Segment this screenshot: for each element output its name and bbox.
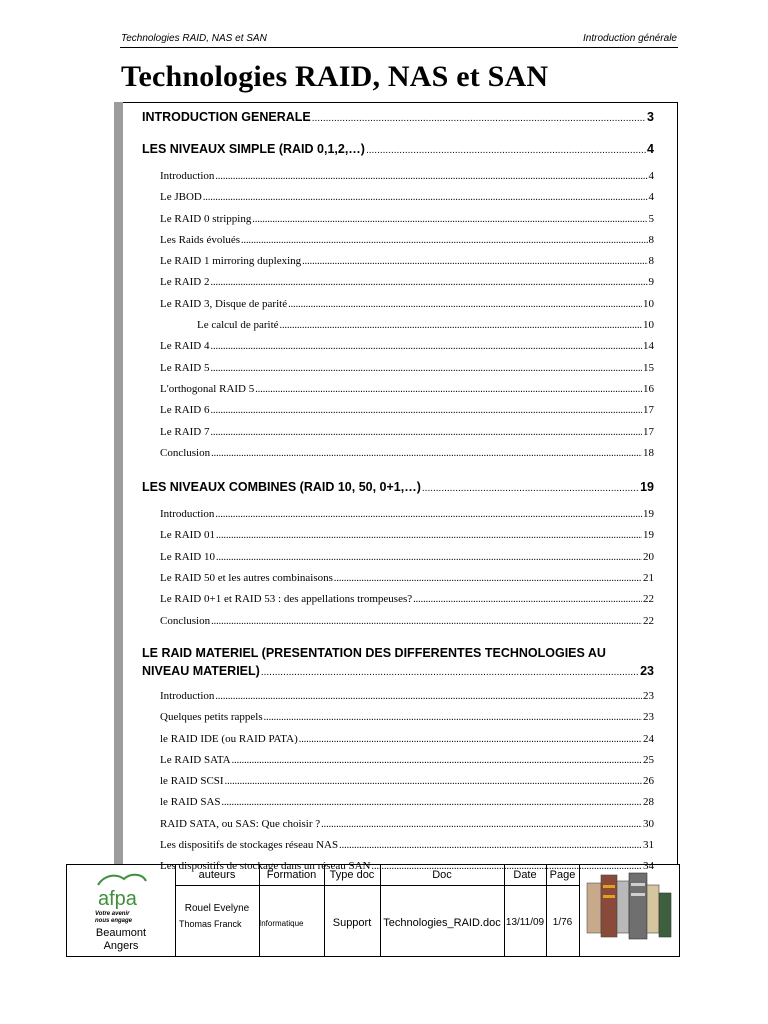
toc-entry-label: Les dispositifs de stockage dans un réseau SAN	[160, 860, 371, 873]
toc-entry-label: L'orthogonal RAID 5	[160, 382, 255, 395]
afpa-logo-icon	[94, 871, 150, 911]
toc-section-label: NIVEAU MATERIEL)	[142, 663, 260, 678]
toc-leader	[252, 213, 647, 225]
toc-leader	[211, 615, 642, 627]
formation-value: Informatique	[259, 919, 304, 928]
toc-page-number: 4	[647, 142, 654, 156]
toc-entry[interactable]	[142, 340, 654, 361]
toc-leader	[203, 191, 648, 203]
toc-leader	[211, 426, 643, 438]
toc-leader	[288, 298, 642, 310]
toc-entry[interactable]	[142, 839, 654, 860]
toc-page-number: 8	[648, 255, 654, 268]
toc-page-number: 30	[643, 817, 654, 830]
toc-subentry[interactable]	[142, 319, 654, 340]
toc-page-number: 17	[643, 425, 654, 438]
type-doc-value: Support	[332, 917, 372, 929]
toc-entry-label: Introduction	[160, 689, 215, 702]
toc-page-number: 34	[643, 860, 654, 873]
page-value: 1/76	[552, 917, 573, 928]
toc-leader	[339, 839, 642, 851]
toc-page-number: 24	[643, 732, 654, 745]
toc-entry[interactable]	[142, 191, 654, 212]
toc-entry-label: Le RAID 5	[160, 361, 210, 374]
toc-entry[interactable]	[142, 234, 654, 255]
toc-leader	[321, 818, 642, 830]
toc-entry-label: Le RAID 0 stripping	[160, 212, 252, 225]
toc-page-number: 9	[648, 276, 654, 289]
footer-cell-type-doc	[324, 865, 381, 956]
toc-entry-label: Le RAID 7	[160, 425, 210, 438]
toc-entry-label: Le RAID 1 mirroring duplexing	[160, 255, 302, 268]
author-name: Rouel Evelyne	[184, 903, 250, 914]
toc-entry-label: Quelques petits rappels	[160, 711, 263, 724]
toc-section[interactable]	[142, 110, 654, 130]
toc-page-number: 18	[643, 446, 654, 459]
toc-page-number: 22	[643, 614, 654, 627]
toc-page-number: 4	[648, 170, 654, 182]
toc-entry[interactable]	[142, 818, 654, 839]
toc-entry-label: Le RAID 01	[160, 529, 215, 542]
author-name: Thomas Franck	[179, 919, 242, 929]
toc-page-number: 15	[643, 361, 654, 374]
toc-entry-label: RAID SATA, ou SAS: Que choisir ?	[160, 817, 321, 830]
toc-entry[interactable]	[142, 362, 654, 383]
toc-section-label: LES NIVEAUX SIMPLE (RAID 0,1,2,…)	[142, 142, 365, 156]
toc-page-number: 19	[643, 529, 654, 542]
toc-leader	[225, 775, 642, 787]
footer-header: Date	[504, 865, 546, 886]
toc-section[interactable]	[142, 644, 654, 682]
footer-cell-formation	[259, 865, 325, 956]
toc-entry-label: Le RAID 10	[160, 550, 215, 563]
toc-entry[interactable]	[142, 213, 654, 234]
toc-section-label: INTRODUCTION GENERALE	[142, 110, 311, 124]
toc-page-number: 5	[648, 212, 654, 225]
toc-leader	[211, 362, 643, 374]
running-header-section: Introduction générale	[583, 33, 677, 44]
footer-header: Page	[546, 865, 579, 886]
toc-entry-label: Le RAID 0+1 et RAID 53 : des appellations trompeuses?	[160, 593, 413, 606]
toc-entry-label: Le calcul de parité	[197, 319, 279, 332]
toc-leader	[216, 529, 642, 541]
toc-page-number: 4	[648, 191, 654, 204]
toc-page-number: 25	[643, 753, 654, 766]
toc-section[interactable]	[142, 480, 654, 500]
toc-leader	[215, 170, 647, 182]
footer-cell-page	[546, 865, 580, 956]
toc-section-label: LE RAID MATERIEL (PRESENTATION DES DIFFERENTES TECHNOLOGIES AU	[142, 645, 606, 660]
toc-section-label: LES NIVEAUX COMBINES (RAID 10, 50, 0+1,…)	[142, 480, 421, 495]
toc-entry[interactable]	[142, 170, 654, 191]
toc-entry-label: le RAID IDE (ou RAID PATA)	[160, 732, 298, 745]
toc-leader	[222, 796, 642, 808]
toc-leader	[215, 508, 642, 520]
footer-header: Formation	[259, 865, 324, 886]
toc-entry-label: Le RAID 2	[160, 276, 210, 289]
toc-entry-label: Les Raids évolués	[160, 233, 241, 246]
footer-table	[66, 864, 680, 957]
toc-page-number: 14	[643, 340, 654, 353]
toc-leader	[241, 234, 647, 246]
toc-leader	[211, 276, 648, 288]
toc-entry[interactable]	[142, 754, 654, 775]
toc-section[interactable]	[142, 142, 654, 162]
toc-entry[interactable]	[142, 690, 654, 711]
toc-page-number: 10	[643, 319, 654, 332]
header-rule	[120, 47, 678, 48]
toc-entry[interactable]	[142, 255, 654, 276]
toc-entry-label: Le RAID SATA	[160, 753, 231, 766]
toc-entry[interactable]	[142, 447, 654, 468]
toc-entry-label: le RAID SAS	[160, 796, 221, 809]
toc-leader	[280, 319, 642, 331]
footer-header: Doc	[380, 865, 504, 886]
toc-entry[interactable]	[142, 426, 654, 447]
toc-entry-label: Conclusion	[160, 614, 211, 627]
footer-cell-date	[504, 865, 547, 956]
toc-page-number: 28	[643, 796, 654, 809]
toc-entry-label: Conclusion	[160, 446, 211, 459]
logo-tagline-line: Votre avenir	[95, 911, 130, 917]
afpa-logo-text: afpa	[98, 888, 137, 910]
toc-page-number: 20	[643, 550, 654, 563]
logo-tagline-line: nous engage	[95, 918, 133, 924]
toc-entry[interactable]	[142, 733, 654, 754]
toc-entry[interactable]	[142, 383, 654, 404]
doc-value: Technologies_RAID.doc	[383, 917, 501, 929]
toc-page-number: 17	[643, 404, 654, 417]
table-of-contents	[142, 110, 654, 882]
logo-tagline	[95, 911, 132, 925]
toc-entry[interactable]	[142, 276, 654, 297]
footer-header: auteurs	[175, 865, 259, 886]
toc-leader	[211, 340, 643, 352]
toc-entry-label: Le RAID 50 et les autres combinaisons	[160, 572, 333, 585]
footer-cell-doc	[380, 865, 505, 956]
toc-entry-label: le RAID SCSI	[160, 775, 224, 788]
toc-entry-label: Le RAID 4	[160, 340, 210, 353]
toc-entry-label: Introduction	[160, 170, 215, 182]
toc-entry-label: Le JBOD	[160, 191, 202, 204]
toc-leader	[261, 662, 639, 682]
toc-leader	[299, 733, 642, 745]
toc-leader	[334, 572, 642, 584]
footer-header: Type doc	[324, 865, 380, 886]
toc-leader	[232, 754, 642, 766]
toc-side-bar	[114, 102, 123, 865]
toc-entry[interactable]	[142, 796, 654, 817]
toc-leader	[215, 690, 642, 702]
toc-leader	[413, 593, 642, 605]
document-title: Technologies RAID, NAS et SAN	[121, 60, 549, 93]
toc-leader	[302, 255, 647, 267]
toc-entry[interactable]	[142, 572, 654, 593]
toc-leader	[255, 383, 642, 395]
toc-leader	[264, 711, 642, 723]
toc-page-number: 21	[643, 572, 654, 585]
toc-entry[interactable]	[142, 775, 654, 796]
toc-page-number: 23	[640, 663, 654, 678]
toc-page-number: 26	[643, 775, 654, 788]
toc-entry-label: Le RAID 3, Disque de parité	[160, 297, 288, 310]
toc-page-number: 10	[643, 297, 654, 310]
toc-entry[interactable]	[142, 551, 654, 572]
footer-cell-authors	[175, 865, 260, 956]
toc-entry-label: Les dispositifs de stockages réseau NAS	[160, 839, 339, 852]
running-header-title: Technologies RAID, NAS et SAN	[121, 33, 267, 44]
toc-leader	[422, 480, 639, 494]
toc-entry[interactable]	[142, 615, 654, 636]
toc-page-number: 31	[643, 839, 654, 852]
toc-page-number: 23	[643, 689, 654, 702]
toc-entry[interactable]	[142, 529, 654, 550]
city-name: Beaumont	[95, 927, 147, 939]
city-name: Angers	[103, 940, 139, 952]
toc-page-number: 23	[643, 711, 654, 724]
toc-entry[interactable]	[142, 593, 654, 614]
toc-page-number: 22	[643, 593, 654, 606]
toc-entry-label: Introduction	[160, 508, 215, 521]
toc-leader	[216, 551, 642, 563]
toc-leader	[211, 447, 642, 459]
toc-entry[interactable]	[142, 508, 654, 529]
server-rack-image	[579, 865, 679, 956]
toc-leader	[312, 110, 646, 124]
toc-entry[interactable]	[142, 298, 654, 319]
toc-entry[interactable]	[142, 404, 654, 425]
toc-page-number: 3	[647, 110, 654, 124]
toc-page-number: 8	[648, 233, 654, 246]
afpa-logo-cell	[67, 865, 176, 956]
toc-page-number: 16	[643, 382, 654, 395]
date-value: 13/11/09	[505, 917, 545, 928]
toc-leader	[211, 404, 643, 416]
server-illustration-cell	[579, 865, 679, 956]
toc-page-number: 19	[643, 508, 654, 521]
toc-page-number: 19	[640, 480, 654, 495]
toc-entry-label: Le RAID 6	[160, 404, 210, 417]
toc-entry[interactable]	[142, 711, 654, 732]
toc-leader	[366, 142, 646, 156]
logo-city	[67, 927, 175, 953]
